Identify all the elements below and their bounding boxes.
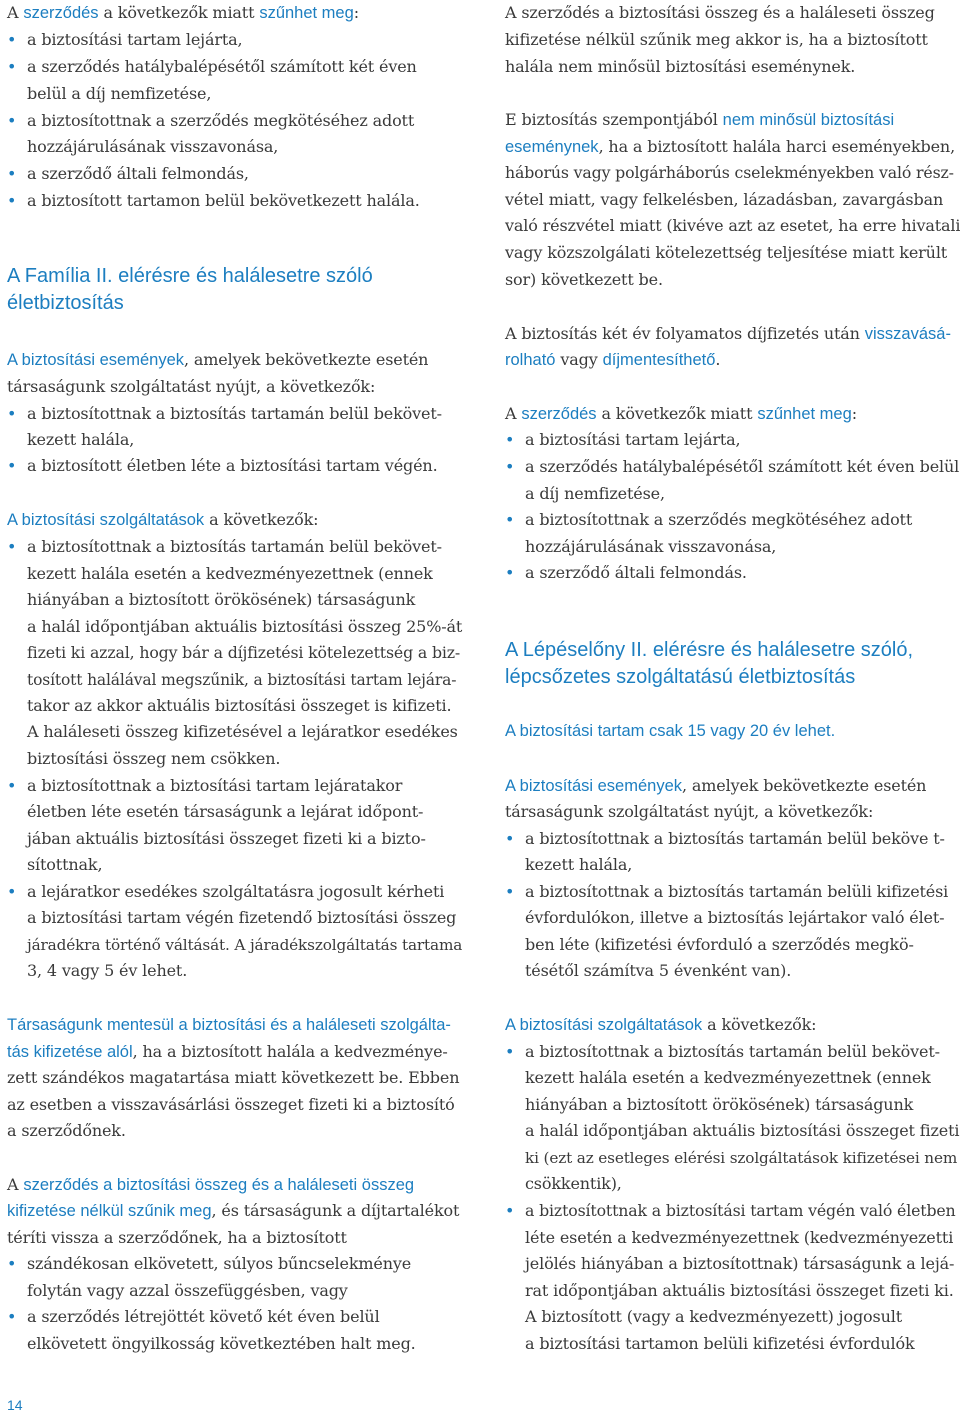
list-item: a biztosítottnak a biztosítási tartam végén való életben bbox=[525, 1201, 956, 1220]
war-para-cont: való részvétel miatt (kivéve azt az esetet, ha erre hivatali bbox=[505, 216, 960, 235]
war-para-cont: sor) következett be. bbox=[505, 270, 663, 289]
exemption-para-cont: zett szándékos magatartása miatt következett be. Ebben bbox=[7, 1068, 460, 1087]
list-item-cont: léte esetén a kedvezményezettnek (kedvezményezetti bbox=[525, 1228, 954, 1247]
list-item: a biztosítottnak a biztosítási tartam lejáratakor bbox=[27, 776, 403, 795]
bullet-icon: • bbox=[7, 57, 17, 76]
surrender-para-cont: rolható vagy díjmentesíthető. bbox=[505, 350, 721, 369]
list-item-cont: jelölés hiányában a biztosítottnak) társaságunk a lejá- bbox=[525, 1254, 955, 1273]
services-intro: A biztosítási szolgáltatások a következők: bbox=[505, 1015, 817, 1034]
list-item-cont: hozzájárulásának visszavonása, bbox=[525, 537, 777, 556]
list-item-cont: a biztosítási tartam végén fizetendő biztosítási összeg bbox=[27, 908, 457, 927]
list-item-cont: 3, 4 vagy 5 év lehet. bbox=[27, 961, 188, 980]
events-intro-cont: társaságunk szolgáltatást nyújt, a következők: bbox=[7, 377, 376, 396]
bullet-icon: • bbox=[505, 510, 515, 529]
lepeselony-heading: A Lépéselőny II. elérésre és halálesetre szóló, bbox=[505, 639, 914, 661]
list-item-cont: biztosítási összeg nem csökken. bbox=[27, 749, 281, 768]
events-intro-cont: társaságunk szolgáltatást nyújt, a következők: bbox=[505, 802, 874, 821]
bullet-icon: • bbox=[7, 111, 17, 130]
list-item-cont: tosított halálával megszűnik, a biztosítási tartam lejára- bbox=[27, 671, 457, 689]
list-item-cont: A haláleseti összeg kifizetésével a lejáratkor esedékes bbox=[27, 722, 458, 741]
exemption-para: Társaságunk mentesül a biztosítási és a haláleseti szolgálta- bbox=[7, 1016, 451, 1034]
bullet-icon: • bbox=[505, 1042, 515, 1061]
list-item: a biztosítási tartam lejárta, bbox=[525, 430, 741, 449]
list-item-cont: a díj nemfizetése, bbox=[525, 484, 665, 503]
list-item-cont: takor az akkor aktuális biztosítási összeget is kifizeti. bbox=[27, 696, 452, 715]
list-item-cont: hiányában a biztosított örökösének) társaságunk bbox=[525, 1095, 914, 1114]
bullet-icon: • bbox=[505, 1201, 515, 1220]
list-item: a biztosítottnak a biztosítás tartamán belül bekövet- bbox=[525, 1042, 940, 1061]
list-item-cont: tésétől számítva 5 évenként van). bbox=[525, 961, 792, 980]
familia-heading: A Família II. elérésre és halálesetre szóló bbox=[7, 265, 373, 287]
bullet-icon: • bbox=[505, 457, 515, 476]
list-item-cont: ki (ezt az esetleges elérési szolgáltatások kifizetései nem bbox=[525, 1149, 958, 1167]
war-para-cont: háborús vagy polgárháborús cselekményekben való rész- bbox=[505, 163, 954, 182]
list-item-cont: belül a díj nemfizetése, bbox=[27, 84, 212, 103]
bullet-icon: • bbox=[7, 537, 17, 556]
bullet-icon: • bbox=[505, 430, 515, 449]
bullet-icon: • bbox=[7, 191, 17, 210]
list-item: a lejáratkor esedékes szolgáltatásra jogosult kérheti bbox=[27, 882, 445, 901]
familia-heading-cont: életbiztosítás bbox=[7, 292, 124, 314]
list-item: a biztosítottnak a szerződés megkötéséhez adott bbox=[525, 510, 913, 529]
bullet-icon: • bbox=[7, 456, 17, 475]
war-para-cont: eseménynek, ha a biztosított halála harci eseményekben, bbox=[505, 137, 956, 156]
list-item-cont: a halál időpontjában aktuális biztosítási összeg 25%-át bbox=[27, 617, 463, 636]
list-item: a szerződés hatálybalépésétől számított két éven bbox=[27, 57, 417, 76]
list-item-cont: hiányában a biztosított örökösének) társaságunk bbox=[27, 590, 416, 609]
refund-para-cont: téríti vissza a szerződőnek, ha a biztosított bbox=[7, 1228, 347, 1247]
bullet-icon: • bbox=[7, 776, 17, 795]
bullet-icon: • bbox=[7, 1307, 17, 1326]
war-para: E biztosítás szempontjából nem minősül biztosítási bbox=[505, 110, 895, 129]
paragraph-cont: halála nem minősül biztosítási eseménynek. bbox=[505, 57, 856, 76]
list-item-cont: sítottnak, bbox=[27, 855, 103, 874]
events-label: A biztosítási események bbox=[7, 351, 185, 369]
list-item-cont: folytán vagy azzal összefüggésben, vagy bbox=[27, 1281, 348, 1300]
list-item-cont: fizeti ki azzal, hogy bár a díjfizetési kötelezettség a biz- bbox=[27, 643, 461, 662]
war-para-cont: vagy közszolgálati kötelezettség teljesítése miatt került bbox=[505, 243, 948, 262]
exemption-para-cont: az esetben a visszavásárlási összeget fizeti ki a biztosító bbox=[7, 1095, 455, 1114]
page-number: 14 bbox=[7, 1397, 23, 1413]
bullet-icon: • bbox=[7, 164, 17, 183]
bullet-icon: • bbox=[505, 829, 515, 848]
refund-para: A szerződés a biztosítási összeg és a haláleseti összeg bbox=[7, 1175, 415, 1194]
list-item: a szerződés hatálybalépésétől számított két éven belül bbox=[525, 457, 960, 476]
list-item-cont: A biztosított (vagy a kedvezményezett) jogosult bbox=[525, 1307, 903, 1326]
termination-intro: A szerződés a következők miatt szűnhet meg: bbox=[7, 3, 360, 22]
bullet-icon: • bbox=[7, 30, 17, 49]
bullet-icon: • bbox=[7, 1254, 17, 1273]
contract-term: szerződés bbox=[23, 4, 99, 22]
bullet-icon: • bbox=[505, 563, 515, 582]
lepeselony-heading-cont: lépcsőzetes szolgáltatású életbiztosítás bbox=[505, 666, 856, 688]
list-item: a szerződés létrejöttét követő két éven belül bbox=[27, 1307, 380, 1326]
list-item: a szerződő általi felmondás, bbox=[27, 164, 249, 183]
terminates-term: szűnhet meg bbox=[259, 4, 354, 22]
bullet-icon: • bbox=[505, 882, 515, 901]
list-item: a biztosított tartamon belül bekövetkezett halála. bbox=[27, 191, 420, 210]
paragraph-cont: kifizetése nélkül szűnik meg akkor is, ha a biztosított bbox=[505, 30, 928, 49]
list-item-cont: elkövetett öngyilkosság következtében halt meg. bbox=[27, 1334, 416, 1353]
list-item-cont: járadékra történő váltását. A járadékszolgáltatás tartama bbox=[27, 936, 463, 954]
surrender-para: A biztosítás két év folyamatos díjfizetés után visszavásá- bbox=[505, 324, 951, 343]
war-para-cont: vétel miatt, vagy felkelésben, lázadásban, zavargásban bbox=[505, 190, 944, 209]
list-item: a biztosítottnak a szerződés megkötéséhez adott bbox=[27, 111, 415, 130]
list-item: a biztosítási tartam lejárta, bbox=[27, 30, 243, 49]
list-item-cont: életben léte esetén társaságunk a lejárat időpont- bbox=[27, 802, 424, 821]
list-item: a biztosítottnak a biztosítás tartamán belüli kifizetési bbox=[525, 882, 949, 901]
list-item: szándékosan elkövetett, súlyos bűncselekménye bbox=[27, 1254, 412, 1273]
list-item-cont: kezett halála esetén a kedvezményezettnek (ennek bbox=[525, 1068, 931, 1087]
list-item-cont: kezett halála esetén a kedvezményezettnek (ennek bbox=[27, 564, 433, 583]
exemption-para-cont: a szerződőnek. bbox=[7, 1121, 126, 1140]
paragraph: A szerződés a biztosítási összeg és a haláleseti összeg bbox=[505, 3, 935, 22]
list-item: a szerződő általi felmondás. bbox=[525, 563, 747, 582]
refund-para-cont: kifizetése nélkül szűnik meg, és társaságunk a díjtartalékot bbox=[7, 1201, 460, 1220]
list-item-cont: a biztosítási tartamon belüli kifizetési évfordulók bbox=[525, 1334, 915, 1353]
list-item-cont: rat időpontjában aktuális biztosítási összeget fizeti ki. bbox=[525, 1281, 954, 1300]
events-intro: A biztosítási események, amelyek bekövetkezte esetén bbox=[7, 350, 429, 369]
list-item-cont: jában aktuális biztosítási összeget fizeti ki a bizto- bbox=[27, 829, 426, 848]
bullet-icon: • bbox=[7, 404, 17, 423]
exemption-para-cont: tás kifizetése alól, ha a biztosított halála a kedvezménye- bbox=[7, 1042, 448, 1061]
list-item: a biztosítottnak a biztosítás tartamán belül bekövet- bbox=[27, 404, 442, 423]
bullet-icon: • bbox=[7, 882, 17, 901]
list-item: a biztosítottnak a biztosítás tartamán belül beköve t- bbox=[525, 829, 945, 848]
list-item-cont: csökkentik), bbox=[525, 1174, 622, 1193]
list-item-cont: kezett halála, bbox=[27, 430, 135, 449]
termination-intro: A szerződés a következők miatt szűnhet meg: bbox=[505, 404, 858, 423]
events-intro: A biztosítási események, amelyek bekövetkezte esetén bbox=[505, 776, 927, 795]
list-item-cont: kezett halála, bbox=[525, 855, 633, 874]
list-item: a biztosítottnak a biztosítás tartamán belül bekövet- bbox=[27, 537, 442, 556]
list-item-cont: a halál időpontjában aktuális biztosítási összeget fizeti bbox=[525, 1121, 960, 1140]
term-note: A biztosítási tartam csak 15 vagy 20 év lehet. bbox=[505, 722, 836, 740]
services-intro: A biztosítási szolgáltatások a következők: bbox=[7, 510, 319, 529]
services-label: A biztosítási szolgáltatások bbox=[7, 511, 205, 529]
list-item-cont: ben léte (kifizetési évforduló a szerződés megkö- bbox=[525, 935, 914, 954]
list-item-cont: hozzájárulásának visszavonása, bbox=[27, 137, 279, 156]
list-item: a biztosított életben léte a biztosítási tartam végén. bbox=[27, 456, 438, 475]
list-item-cont: évfordulókon, illetve a biztosítás lejártakor való élet- bbox=[525, 908, 945, 927]
